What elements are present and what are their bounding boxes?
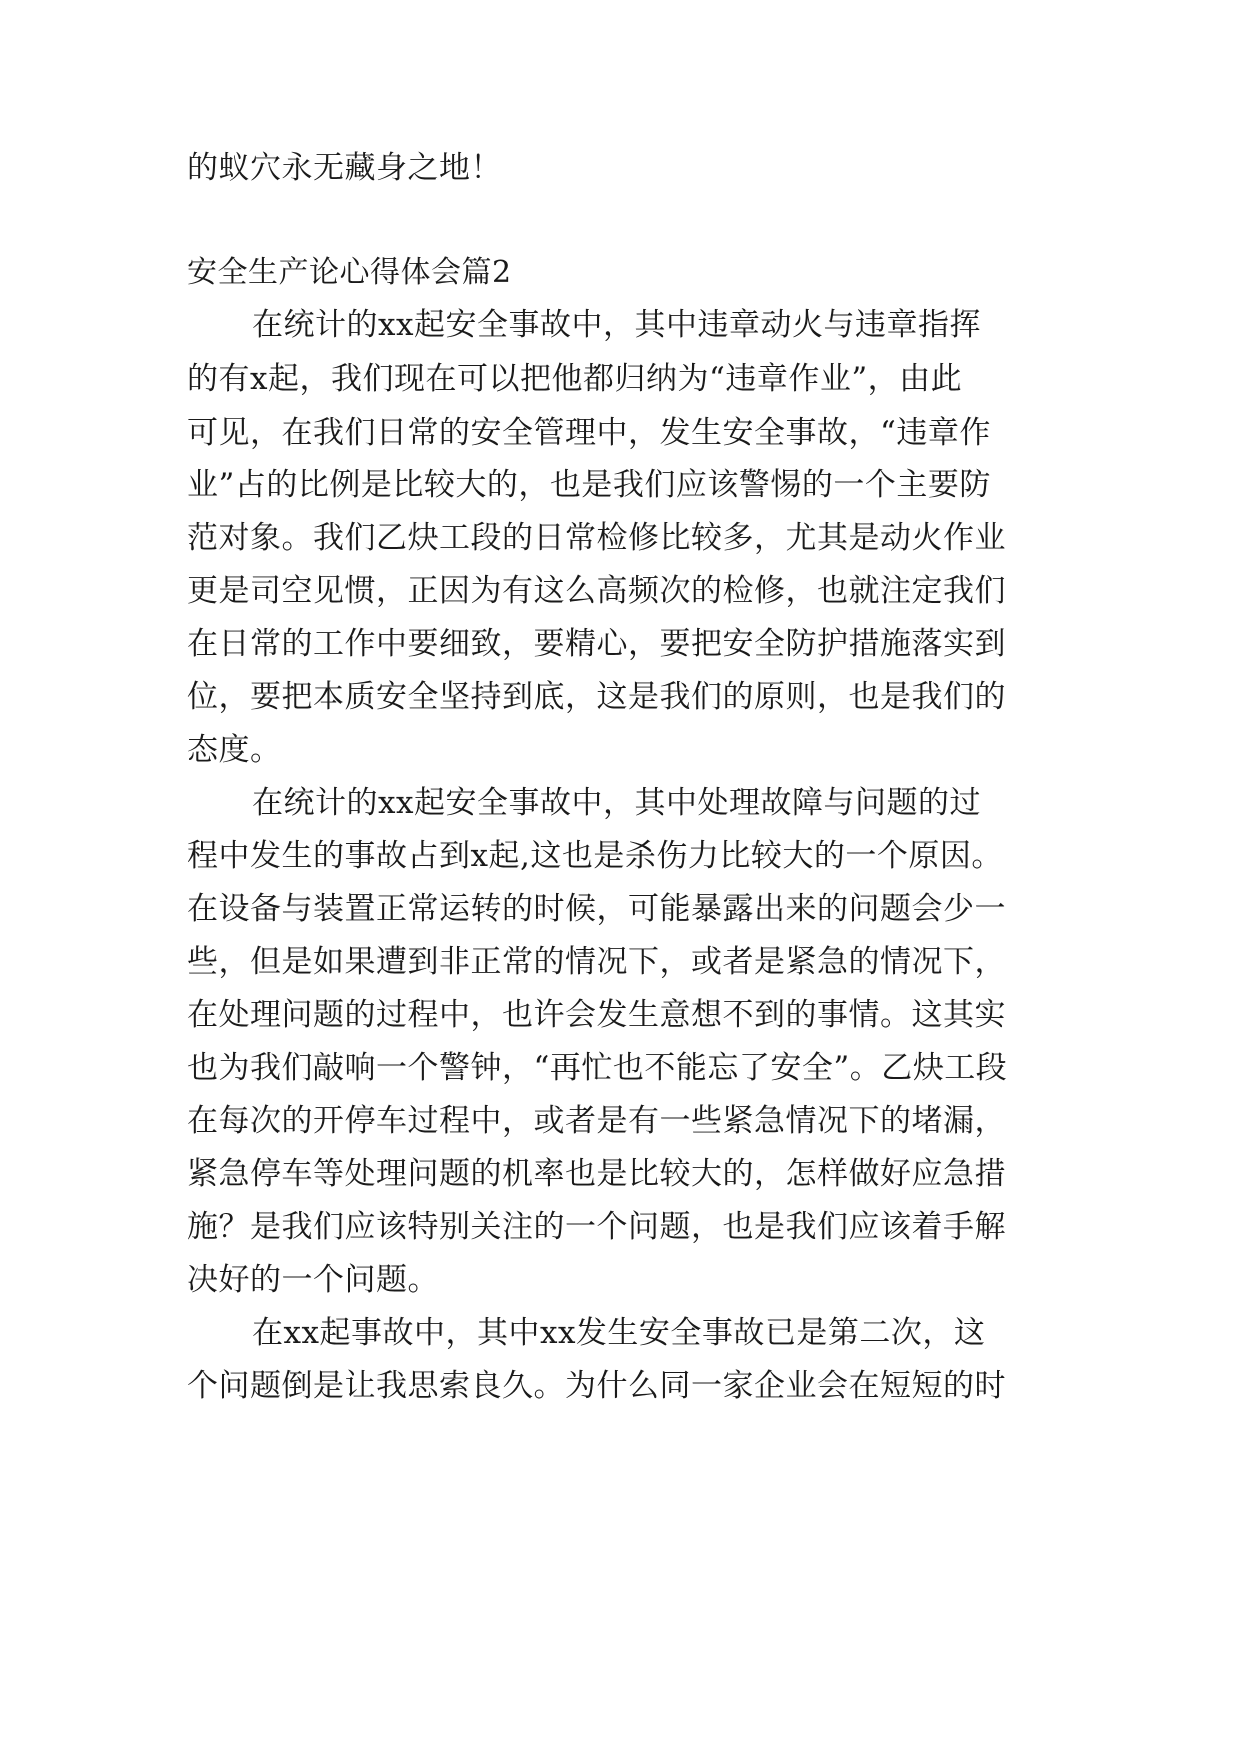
paragraph-line: 业”占的比例是比较大的，也是我们应该警惕的一个主要防	[187, 467, 991, 503]
paragraph-line: 在统计的xx起安全事故中，其中处理故障与问题的过	[252, 785, 981, 821]
section-title: 安全生产论心得体会篇2	[187, 255, 512, 290]
paragraph-line: 位，要把本质安全坚持到底，这是我们的原则，也是我们的	[187, 679, 1006, 715]
paragraph-line: 的有x起，我们现在可以把他都归纳为“违章作业”，由此	[187, 361, 963, 397]
paragraph-line: 些，但是如果遭到非正常的情况下，或者是紧急的情况下，	[187, 944, 1006, 980]
paragraph-line: 程中发生的事故占到x起,这也是杀伤力比较大的一个原因。	[187, 838, 1003, 874]
paragraph-line: 在xx起事故中，其中xx发生安全事故已是第二次，这	[252, 1315, 986, 1351]
carryover-text-line: 的蚁穴永无藏身之地！	[187, 150, 502, 186]
paragraph-line: 态度。	[187, 732, 282, 768]
paragraph-line: 紧急停车等处理问题的机率也是比较大的，怎样做好应急措	[187, 1156, 1006, 1192]
paragraph-line: 在处理问题的过程中，也许会发生意想不到的事情。这其实	[187, 997, 1006, 1033]
paragraph-line: 可见，在我们日常的安全管理中，发生安全事故，“违章作	[187, 415, 991, 451]
paragraph-line: 在统计的xx起安全事故中，其中违章动火与违章指挥	[252, 307, 981, 343]
paragraph-line: 更是司空见惯，正因为有这么高频次的检修，也就注定我们	[187, 573, 1006, 609]
paragraph-line: 个问题倒是让我思索良久。为什么同一家企业会在短短的时	[187, 1368, 1006, 1404]
paragraph-line: 在设备与装置正常运转的时候，可能暴露出来的问题会少一	[187, 891, 1006, 927]
paragraph-line: 在每次的开停车过程中，或者是有一些紧急情况下的堵漏，	[187, 1103, 1006, 1139]
paragraph-line: 在日常的工作中要细致，要精心，要把安全防护措施落实到	[187, 626, 1006, 662]
paragraph-line: 也为我们敲响一个警钟，“再忙也不能忘了安全”。乙炔工段	[187, 1050, 1008, 1086]
paragraph-line: 范对象。我们乙炔工段的日常检修比较多，尤其是动火作业	[187, 520, 1006, 556]
paragraph-line: 决好的一个问题。	[187, 1262, 439, 1298]
paragraph-line: 施？是我们应该特别关注的一个问题，也是我们应该着手解	[187, 1209, 1006, 1245]
